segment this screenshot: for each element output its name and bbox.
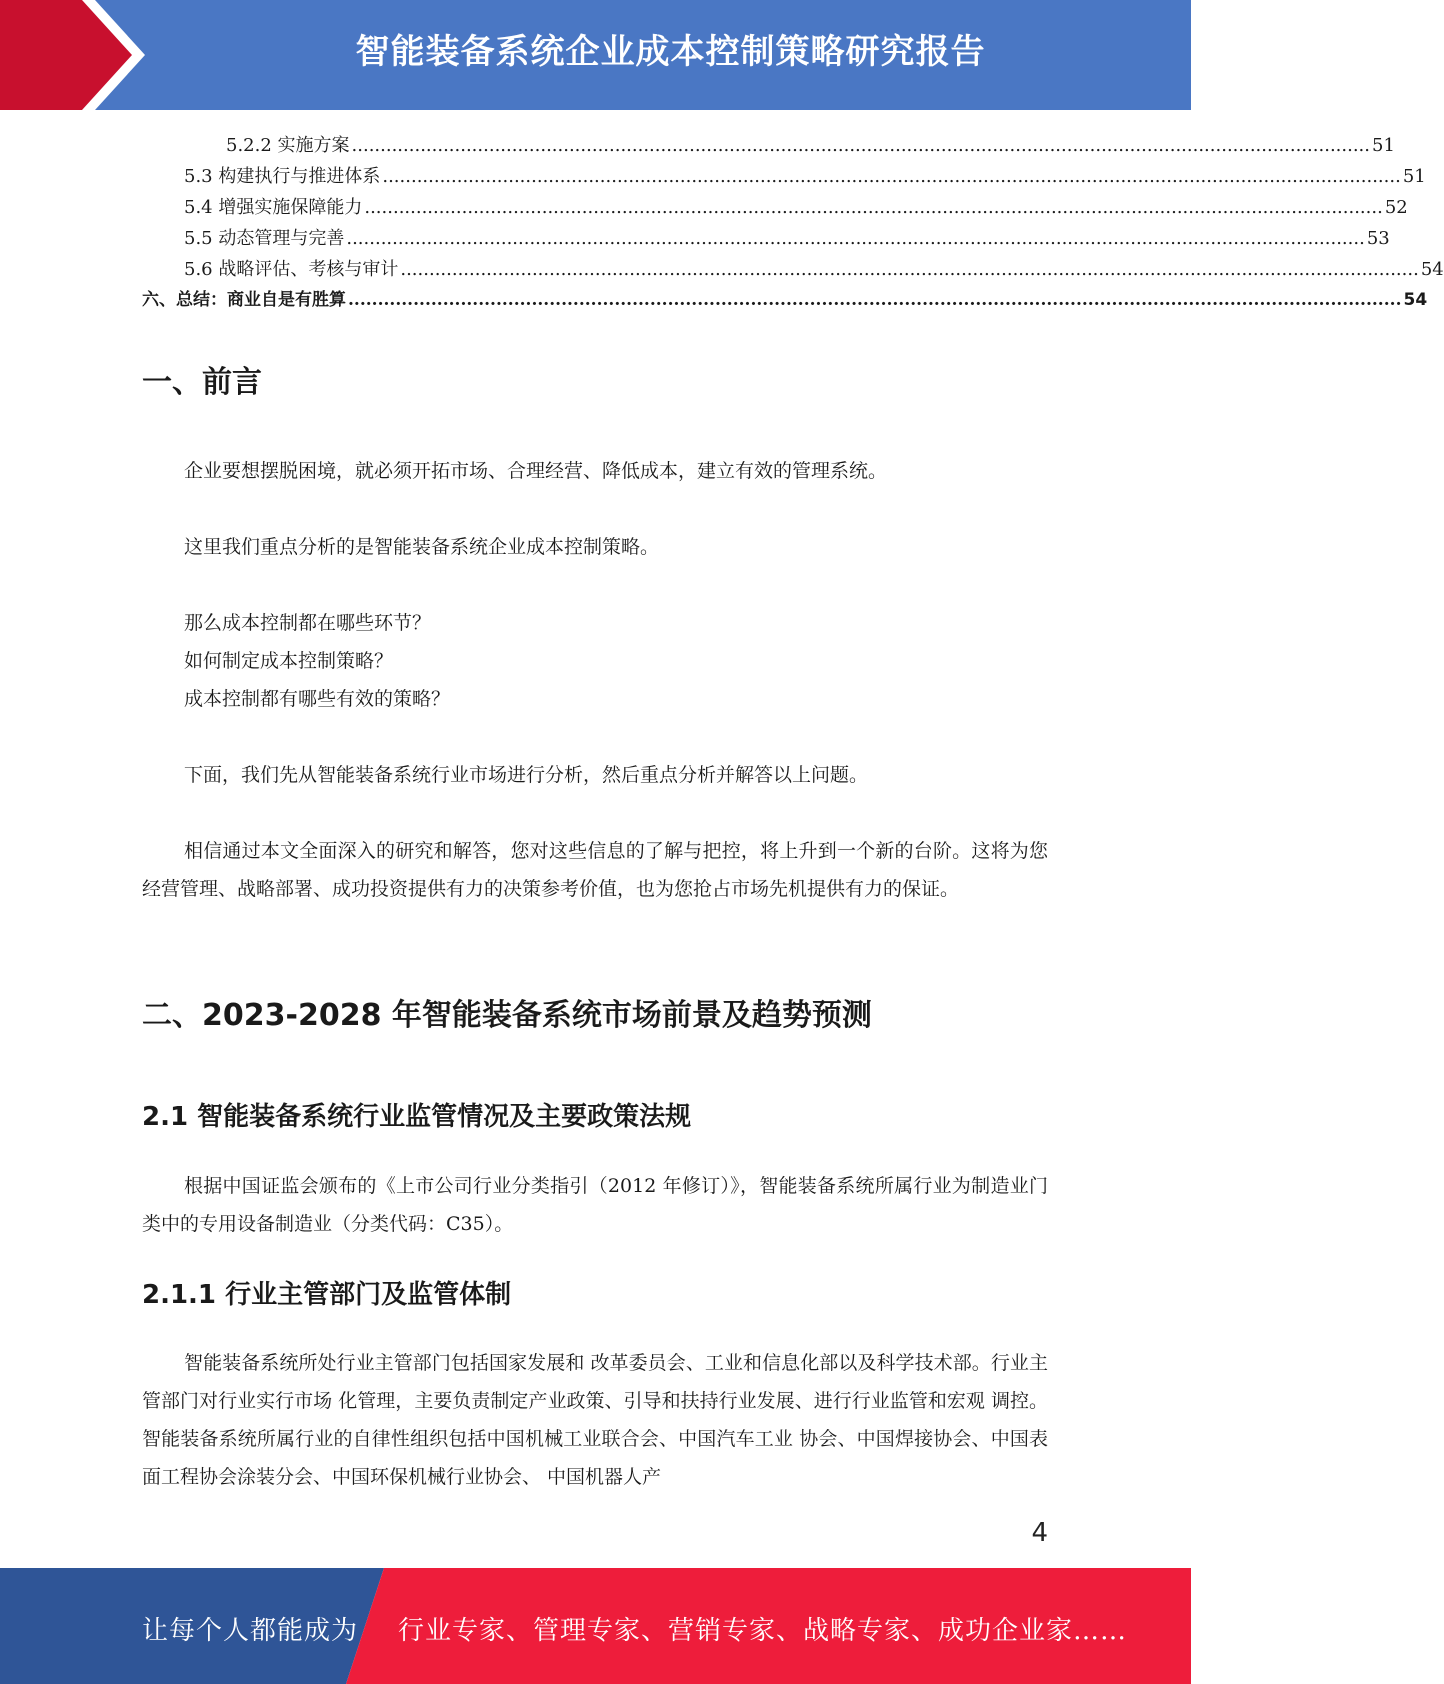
toc-entry-title: 5.6 战略评估、考核与审计	[184, 259, 399, 280]
footer-slogan-left: 让每个人都能成为	[142, 1616, 359, 1646]
section-heading-market-forecast: 二、2023-2028 年智能装备系统市场前景及趋势预测	[142, 998, 872, 1033]
toc-leader-dots: ..................................................................................................................................................................................	[348, 290, 1402, 310]
toc-entry-title: 六、总结：商业自是有胜算	[142, 290, 346, 310]
toc-entry[interactable]	[142, 285, 1428, 316]
question-line: 如何制定成本控制策略？	[184, 650, 394, 672]
toc-leader-dots: ..................................................................................................................................................................................	[364, 197, 1383, 218]
report-title: 智能装备系统企业成本控制策略研究报告	[355, 32, 986, 72]
toc-entry[interactable]	[142, 254, 1444, 285]
page-header	[0, 0, 1191, 110]
page-footer	[0, 1568, 1191, 1684]
toc-entry-title: 5.3 构建执行与推进体系	[184, 166, 381, 187]
toc-entry-page: 51	[1372, 135, 1395, 156]
toc-entry[interactable]	[142, 223, 1390, 254]
paragraph: 下面，我们先从智能装备系统行业市场进行分析，然后重点分析并解答以上问题。	[184, 764, 869, 786]
toc-leader-dots: ..................................................................................................................................................................................	[346, 228, 1365, 249]
toc-entry-title: 5.2.2 实施方案	[226, 135, 350, 156]
paragraph: 相信通过本文全面深入的研究和解答，您对这些信息的了解与把控，将上升到一个新的台阶。这将为您经营管理、战略部署、成功投资提供有力的决策参考价值，也为您抢占市场先机提供有力的保证。	[142, 840, 1048, 900]
toc-entry[interactable]	[142, 161, 1426, 192]
toc-entry-page: 54	[1403, 290, 1428, 310]
footer-slogan-right: 行业专家、管理专家、营销专家、战略专家、成功企业家……	[398, 1616, 1128, 1646]
question-line: 成本控制都有哪些有效的策略？	[184, 688, 451, 710]
toc-leader-dots: ..................................................................................................................................................................................	[382, 166, 1401, 187]
toc-leader-dots: ..................................................................................................................................................................................	[351, 135, 1370, 156]
paragraph: 根据中国证监会颁布的《上市公司行业分类指引（2012 年修订）》，智能装备系统所属行业为制造业门类中的专用设备制造业（分类代码：C35）。	[142, 1175, 1048, 1235]
toc-entry-title: 5.4 增强实施保障能力	[184, 197, 363, 218]
section-heading-preface: 一、前言	[142, 365, 262, 400]
toc-entry[interactable]	[142, 130, 1395, 161]
toc-leader-dots: ..................................................................................................................................................................................	[400, 259, 1419, 280]
toc-entry-page: 54	[1420, 259, 1444, 280]
paragraph: 企业要想摆脱困境，就必须开拓市场、合理经营、降低成本，建立有效的管理系统。	[184, 460, 888, 482]
toc-entry-page: 52	[1384, 197, 1408, 218]
page-number: 4	[1031, 1518, 1048, 1548]
toc-entry-title: 5.5 动态管理与完善	[184, 228, 345, 249]
header-arrow-decoration	[0, 0, 170, 110]
table-of-contents	[142, 130, 1444, 316]
paragraph: 智能装备系统所处行业主管部门包括国家发展和 改革委员会、工业和信息化部以及科学技术部。行业主管部门对行业实行市场 化管理，主要负责制定产业政策、引导和扶持行业发展、进行行业监管和宏观 调控。智能装备系统所属行业的自律性组织包括中国机械工业联合会、中国汽车工业 协会、中国焊接协会、中国表面工程协会涂装分会、中国环保机械行业协会、 中国机器人产	[142, 1352, 1048, 1488]
subsection-heading: 2.1.1 行业主管部门及监管体制	[142, 1280, 512, 1310]
paragraph: 这里我们重点分析的是智能装备系统企业成本控制策略。	[184, 536, 660, 558]
toc-entry[interactable]	[142, 192, 1408, 223]
toc-entry-page: 51	[1402, 166, 1426, 187]
subsection-heading: 2.1 智能装备系统行业监管情况及主要政策法规	[142, 1102, 692, 1132]
question-line: 那么成本控制都在哪些环节？	[184, 612, 432, 634]
toc-entry-page: 53	[1366, 228, 1390, 249]
